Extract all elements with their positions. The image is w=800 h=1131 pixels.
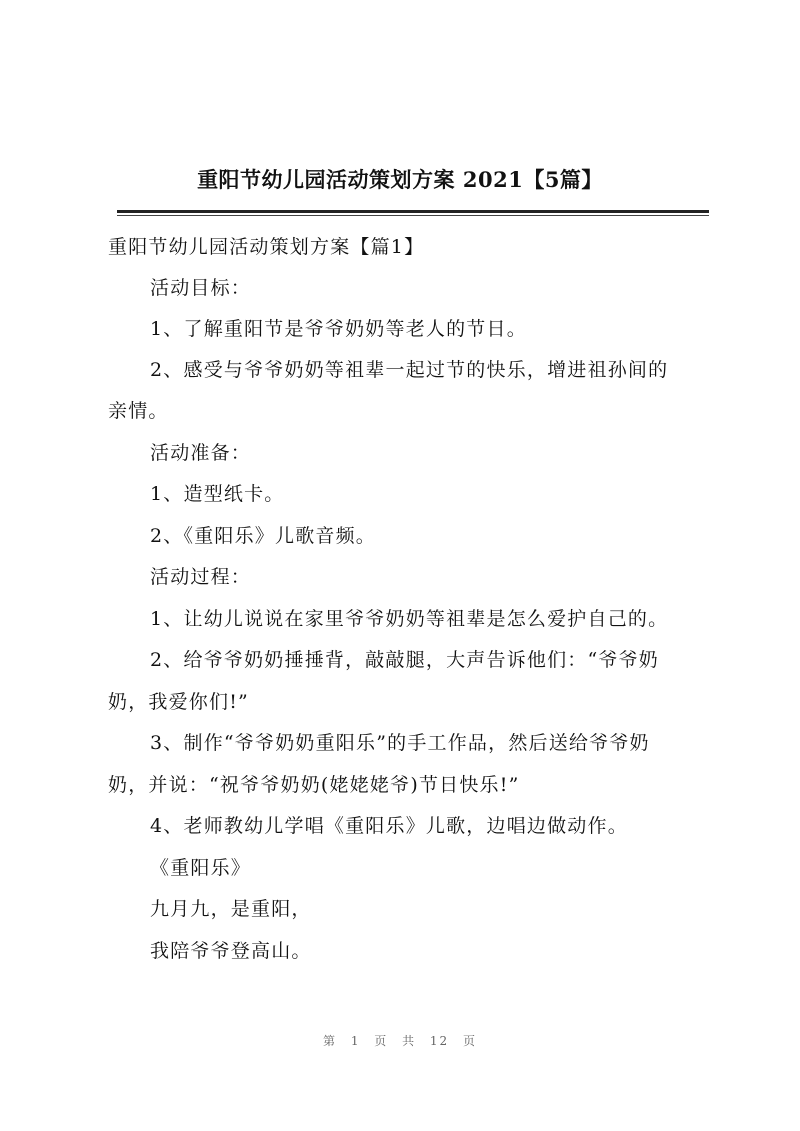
title-rule [117, 210, 709, 213]
paragraph-line: 1、让幼儿说说在家里爷爷奶奶等祖辈是怎么爱护自己的。 [150, 608, 669, 630]
paragraph-line: 1、造型纸卡。 [150, 483, 285, 505]
paragraph-line: 活动准备： [150, 442, 252, 464]
paragraph-line: 奶，我爱你们!” [108, 691, 249, 713]
paragraph-line: 2、《重阳乐》儿歌音频。 [150, 525, 376, 547]
paragraph-line: 2、感受与爷爷奶奶等祖辈一起过节的快乐，增进祖孙间的 [150, 359, 669, 381]
section-heading: 重阳节幼儿园活动策划方案【篇1】 [108, 236, 425, 258]
paragraph-line: 奶，并说：“祝爷爷奶奶(姥姥姥爷)节日快乐!” [108, 774, 520, 796]
paragraph-line: 《重阳乐》 [150, 857, 252, 879]
paragraph-line: 4、老师教幼儿学唱《重阳乐》儿歌，边唱边做动作。 [150, 815, 628, 837]
document-title: 重阳节幼儿园活动策划方案 2021【5篇】 [197, 167, 603, 192]
title-rule-thin [117, 215, 709, 216]
paragraph-line: 九月九，是重阳， [150, 898, 312, 920]
paragraph-line: 活动目标： [150, 277, 252, 299]
paragraph-line: 亲情。 [108, 400, 169, 422]
paragraph-line: 2、给爷爷奶奶捶捶背，敲敲腿，大声告诉他们：“爷爷奶 [150, 649, 660, 671]
page-number-footer: 第 1 页 共 12 页 [323, 1034, 477, 1048]
paragraph-line: 我陪爷爷登高山。 [150, 940, 312, 962]
paragraph-line: 1、了解重阳节是爷爷奶奶等老人的节日。 [150, 318, 527, 340]
paragraph-line: 3、制作“爷爷奶奶重阳乐”的手工作品，然后送给爷爷奶 [150, 732, 650, 754]
paragraph-line: 活动过程： [150, 566, 252, 588]
